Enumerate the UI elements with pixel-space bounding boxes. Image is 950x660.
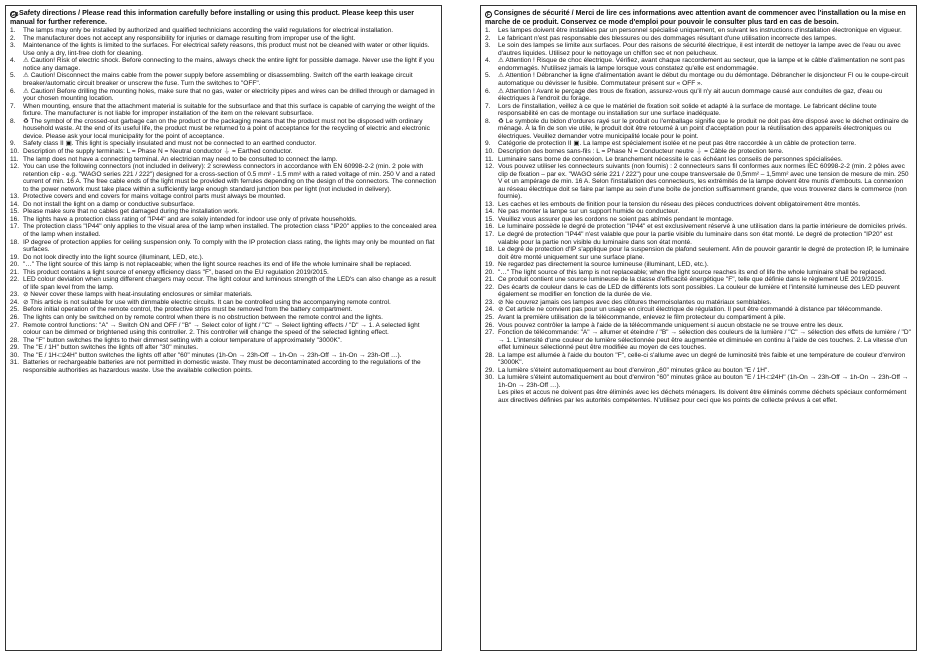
item-text: When mounting, ensure that the attachment material is suitable for the subsurface and that this surface is capable of carrying the weight of the fixture. The manufacturer is not liable for improper installation of the item on the relevant subsurface. [23, 102, 435, 118]
list-item [10, 254, 437, 262]
item-number: 11. [485, 155, 494, 163]
list-item [485, 314, 912, 322]
list-item [485, 148, 912, 156]
list-item [10, 314, 437, 322]
list-item [10, 140, 437, 148]
item-number: 24. [485, 306, 495, 314]
list-item [485, 284, 912, 299]
item-text: ⚠ Caution! Before drilling the mounting holes, make sure that no gas, water or electricity pipes and wires can be drilled through or damaged in your chosen mounting location. [23, 87, 435, 103]
item-text: La lumière s'éteint automatiquement au bout d'environ „60" minutes grâce au bouton "E / 1H". [498, 366, 770, 374]
list-item [485, 103, 912, 118]
list-item [485, 246, 912, 261]
item-text: ⚠ Attention ! Risque de choc électrique. Vérifiez, avant chaque raccordement au secteur, que la lampe et le câble d'alimentation ne sont pas endommagés. N'utilisez jamais la lampe lorsque vous constatez qu'elle est endommagée. [498, 57, 905, 72]
item-text: Remote control functions: "A" → Switch ON and OFF / "B" → Select color of light / "C" → Select lighting effects / "D" → 1. A selected light colour can be dimmed or brightened using this controller. 2. This controller will change the speed of the selected lighting effect. [23, 321, 420, 337]
item-number: 30. [10, 351, 20, 359]
item-text: Vous pouvez utiliser les connecteurs suivants (non fournis) : 2 connecteurs sans fil conformes aux normes IEC 60998-2-2 (min. 2 pôles avec clip de fixation – par ex. "WAGO série 221 / 222") pour une coupe transversale de 0,5mm² – 1,5mm² avec une tension de mesure de min. 250 V et un ampérage de min. 16 A. Selon l'installation des connecteurs, les extrémités de la lampe doivent être munis d'embouts. La connexion au réseau électrique doit se faire par lampe au sein d'une boîte de jonction suffisamment grande, que vous trouverez dans le commerce (non fournie). [498, 163, 909, 201]
item-number: 19. [485, 261, 495, 269]
list-item [10, 359, 437, 374]
list-item [10, 163, 437, 193]
item-text: The "E / 1H-□24H" button switches the lights off after "60" minutes (1h-On → 23h-Off → 1h-On → 23h-Off → 1h-On → 23h-Off …). [23, 351, 402, 359]
item-text: This product contains a light source of energy efficiency class "F", based on the EU regulation 2019/2015. [23, 268, 329, 276]
item-text: Batteries or rechargeable batteries are not permitted in domestic waste. They must be decontaminated according to the regulations of the responsible authorities as hazardous waste. Use the available collection points. [23, 359, 421, 374]
item-text: ⊘ Never cover these lamps with heat-insulating enclosures or similar materials. [23, 291, 253, 299]
item-text: Luminaire sans borne de connexion. Le branchement nécessite le cas échéant les conseils de personnes spécialisées. [498, 155, 843, 163]
item-text: The lights can only be switched on by remote control when there is no obstruction between the remote control and the lights. [23, 313, 383, 321]
f-language-badge: F [486, 12, 491, 18]
item-text: Ce produit contient une source lumineuse de la classe d'efficacité énergétique "F", telle que définie dans le règlement UE 2019/2015. [498, 276, 884, 284]
item-text: The "E / 1H" button switches the lights off after "30" minutes. [23, 344, 199, 352]
item-text: Des écarts de couleur dans le cas de LED de différents lots sont possibles. La couleur de lumière et l'intensité lumineuse des LED peuvent également se modifier en fonction de la durée de vie. [498, 283, 900, 299]
item-text: Please make sure that no cables get damaged during the installation work. [23, 208, 240, 216]
item-number: 6. [485, 87, 491, 95]
item-number: 21. [485, 276, 495, 284]
item-number: 3. [10, 42, 16, 50]
item-number: 14. [485, 208, 495, 216]
french-safety-column [480, 5, 917, 651]
item-text: "…" The light source of this lamp is not replaceable; when the light source reaches its end of life the whole luminaire shall be replaced. [23, 261, 412, 269]
list-item [485, 223, 912, 231]
list-item [10, 27, 437, 35]
item-number: 16. [10, 215, 20, 223]
list-item [10, 208, 437, 216]
item-text: Lors de l'installation, veillez à ce que le matériel de fixation soit solide et adapté à la surface de montage. Le fabricant décline toute responsabilité en cas de montage ou installation sur une surface inadéquate. [498, 102, 877, 118]
item-text: You can use the following connectors (not included in delivery): 2 screwless connectors in accordance with EN 60998-2-2 (min. 2 pole with retention clip - e.g. "WAGO series 221 / 222") designed for a cross-section of 0.5 mm² - 1.5 mm² with a rated voltage of min. 250 V and a rated current of min. 16 A. The free cable ends of the light must be provided with ferrules depending on the design of the connectors. The connection to the power network must take place within a sufficiently large enough standard junction box per light (not included in delivery). [23, 163, 437, 193]
list-item [10, 299, 437, 307]
list-item [10, 57, 437, 72]
list-item [485, 27, 912, 35]
list-item [485, 269, 912, 277]
list-item [485, 276, 912, 284]
list-item [485, 57, 912, 72]
item-text: ⊘ Cet article ne convient pas pour un usage en circuit électrique de régulation. Il peut être commandé à distance par télécommande. [498, 306, 883, 314]
item-number: 27. [485, 329, 495, 337]
item-text: The lights have a protection class rating of "IP44" and are solely intended for indoor use only of private households. [23, 215, 357, 223]
item-text: Ne regardez pas directement la source lumineuse (illuminant, LED, etc.). [498, 261, 709, 269]
list-item [10, 322, 437, 337]
item-text: Fonction de télécommande: "A" → allumer et éteindre / "B" → sélection des couleurs de la lumière / "C" → sélection des effets de lumière / "D" → 1. L'intensité d'une couleur de lumière sélectionnée peut être augmentée et diminuée en continu à l'aide de ces touches. 2. La vitesse d'un effet lumineux sélectionné peut être modifiée au moyen de ces touches. [498, 329, 911, 352]
french-heading-text: Consignes de sécurité / Merci de lire ces informations avec attention avant de commencer avec l'installation ou la mise en marche de ce produit. Conservez ce mode d'emploi pour pouvoir le consulter plus tard en cas de besoin. [485, 9, 906, 26]
item-number: 4. [485, 57, 491, 65]
item-text: Les piles et accus ne doivent pas être éliminés avec les déchets ménagers. Ils doivent être éliminés comme déchets spéciaux conformément aux directives définies par les autorités compétentes. N'utilisez pour ceci que les points de collecte prévus à cet effet. [498, 389, 907, 404]
item-number: 25. [485, 313, 495, 321]
item-number: 6. [10, 87, 16, 95]
item-number: 1. [10, 27, 16, 35]
item-number: 3. [485, 42, 491, 50]
item-number: 26. [10, 313, 20, 321]
list-item [485, 352, 912, 367]
item-number: 29. [485, 366, 495, 374]
item-number: 8. [485, 117, 491, 125]
english-instruction-list [10, 27, 437, 374]
list-item [10, 216, 437, 224]
item-text: ⚠ Caution! Risk of electric shock. Before connecting to the mains, always check the entire light for possible damage. Never use the light if you notice any damage. [23, 57, 435, 72]
item-text: Le degré de protection "IP44" n'est valable que pour la partie visible du luminaire dans son état monté. Le degré de protection "IP20" est valable pour la partie non visible du luminaire dans son état monté. [498, 230, 893, 246]
list-item [10, 201, 437, 209]
item-text: Protective covers and end covers for mains voltage control parts must always be mounted. [23, 193, 286, 201]
item-number: 31. [10, 359, 20, 367]
item-number: 9. [10, 140, 16, 148]
list-item [10, 42, 437, 57]
item-number: 7. [10, 102, 16, 110]
english-heading-text: Safety directions / Please read this information carefully before installing or using this product. Please keep this user manual for further reference. [10, 9, 414, 26]
item-text: La lumière s'éteint automatiquement au bout d'environ "60" minutes grâce au bouton "E / 1H-□24H" (1h-On → 23h-Off → 1h-On → 23h-Off → 1h-On → 23h-Off …). [498, 374, 909, 389]
item-text: Le degré de protection d'IP s'applique pour la suspension de plafond seulement. Afin de pouvoir garantir le degré de protection IP, le luminaire doit être monté uniquement sur une surface plane. [498, 246, 909, 261]
item-text: The manufacturer does not accept any responsibility for injuries or damage resulting from improper use of the light. [23, 34, 356, 42]
list-item [485, 231, 912, 246]
item-number: 19. [10, 253, 20, 261]
list-item [10, 223, 437, 238]
item-number: 11. [10, 155, 19, 163]
item-number: 28. [10, 336, 20, 344]
item-number: 24. [10, 298, 20, 306]
item-text: Catégorie de protection II ▣. La lampe est spécialement isolée et ne peut pas être raccordée à un câble de protection terre. [498, 140, 857, 148]
item-number: 27. [10, 321, 20, 329]
item-number: 22. [485, 283, 495, 291]
list-item [485, 306, 912, 314]
french-heading [485, 9, 912, 26]
item-text: Maintenance of the lights is limited to the surfaces. For electrical safety reasons, this product must not be cleaned with water or other liquids. Use only a dry, lint-free cloth for cleaning. [23, 42, 430, 57]
item-text: Le fabricant n'est pas responsable des blessures ou des dommages résultant d'une utilisation incorrecte des lampes. [498, 34, 837, 42]
item-number: 14. [10, 200, 20, 208]
item-text: The protection class "IP44" only applies to the visual area of the lamp when installed. The protection class "IP20" applies to the concealed area of the lamp when installed. [23, 223, 437, 238]
item-text: ⚠ Caution! Disconnect the mains cable from the power supply before assembling or disassembling. Switch off the earth leakage circuit breaker/automatic circuit breaker or unscrew the fuse. Turn the switches to "OFF". [23, 72, 413, 88]
item-text: Le soin des lampes se limite aux surfaces. Pour des raisons de sécurité électrique, il est interdit de nettoyer la lampe avec de l'eau ou avec d'autres liquides. Utilisez pour le nettoyage un chiffon sec et non pelucheux. [498, 42, 901, 57]
item-number: 2. [485, 34, 491, 42]
gb-language-badge: GB [11, 12, 19, 18]
item-number: 12. [485, 163, 495, 171]
item-number: 17. [10, 223, 20, 231]
list-item [10, 306, 437, 314]
item-text: The "F" button switches the lights to their dimmest setting with a colour temperature of approximately "3000K". [23, 336, 342, 344]
list-item [10, 239, 437, 254]
item-number: 2. [10, 34, 16, 42]
item-number: 25. [10, 306, 20, 314]
item-text: La lampe est allumée à l'aide du bouton "F", celle-ci s'allume avec un degré de luminosité très faible et une température de couleur d'environ "3000K". [498, 351, 906, 367]
item-number: 16. [485, 223, 495, 231]
item-text: Safety class II ▣. This light is specially insulated and must not be connected to an earthed conductor. [23, 140, 317, 148]
list-item [10, 352, 437, 360]
list-item [485, 163, 912, 201]
item-text: LED colour deviation when using different chargers may occur. The light colour and luminous strength of the LED's can also change as a result of life span level from the lamp. [23, 276, 436, 291]
item-text: Les caches et les embouts de finition pour la tension du réseau des pièces conductrices doivent obligatoirement être montés. [498, 200, 861, 208]
item-text: Vous pouvez contrôler la lampe à l'aide de la télécommande uniquement si aucun obstacle ne se trouve entre les deux. [498, 321, 844, 329]
item-number: 8. [10, 117, 16, 125]
item-text: ⊘ This article is not suitable for use with dimmable electric circuits. It can be controlled using the accompanying remote control. [23, 298, 391, 306]
list-item [10, 337, 437, 345]
list-item [485, 35, 912, 43]
item-number: 12. [10, 163, 20, 171]
item-number: 22. [10, 276, 20, 284]
list-item [485, 201, 912, 209]
item-number: 20. [485, 268, 495, 276]
item-text: Les lampes doivent être installées par un personnel spécialisé uniquement, en suivant les instructions d'installation électronique en vigueur. [498, 27, 902, 35]
item-text: Do not look directly into the light source (illuminant, LED, etc.). [23, 253, 204, 261]
item-text: Le luminaire possède le degré de protection "IP44" et est exclusivement réservé à une utilisation dans la partie intérieure de domiciles privés. [498, 223, 907, 231]
english-heading [10, 9, 437, 26]
list-item [485, 261, 912, 269]
item-text: Ne pas monter la lampe sur un support humide ou conducteur. [498, 208, 680, 216]
list-item [485, 88, 912, 103]
list-item [10, 156, 437, 164]
item-number: 18. [10, 238, 20, 246]
list-item [485, 118, 912, 141]
item-number: 10. [485, 147, 495, 155]
list-item [485, 299, 912, 307]
item-number: 21. [10, 268, 20, 276]
item-text: Do not install the light on a damp or conductive subsurface. [23, 200, 195, 208]
list-item [10, 103, 437, 118]
item-number: 17. [485, 230, 495, 238]
list-item [10, 261, 437, 269]
item-number: 23. [485, 298, 495, 306]
list-item [485, 140, 912, 148]
item-number: 1. [485, 27, 491, 35]
item-text: ♻ Le symbole du bidon d'ordures rayé sur le produit ou l'emballage signifie que le produit ne doit pas être disposé avec le déchet ordinaire de ménage. À la fin de son vie utile, le produit doit être retourné à un point d'acceptation pour la réutilisation des appareils électroniques ou électriques. Veuillez demander votre municipalité locale pour le point. [498, 117, 909, 140]
list-item [10, 269, 437, 277]
list-item [485, 329, 912, 352]
item-number: 15. [10, 208, 20, 216]
list-item [485, 156, 912, 164]
item-number: 20. [10, 261, 20, 269]
item-number: 18. [485, 246, 495, 254]
item-text: Description des bornes sans-fils : L = Phase N = Conducteur neutre ⏚ = Câble de protection terre. [498, 147, 784, 155]
list-item [485, 374, 912, 389]
item-number: 9. [485, 140, 491, 148]
list-item [10, 88, 437, 103]
list-item [485, 72, 912, 87]
list-item [485, 367, 912, 375]
list-item [10, 276, 437, 291]
list-item [10, 148, 437, 156]
list-item [10, 291, 437, 299]
item-number: 26. [485, 321, 495, 329]
french-instruction-list [485, 27, 912, 404]
list-item [10, 72, 437, 87]
item-number: 30. [485, 374, 495, 382]
list-item [485, 389, 912, 404]
item-text: The lamp does not have a connecting terminal. An electrician may need to be consulted to connect the lamp. [23, 155, 338, 163]
item-text: Description of the supply terminals: L = Phase N = Neutral conductor ⏚ = Earthed conductor. [23, 147, 293, 155]
list-item [10, 118, 437, 141]
item-number: 29. [10, 344, 20, 352]
item-text: Veuillez vous assurer que les cordons ne soient pas abîmés pendant le montage. [498, 215, 734, 223]
english-safety-column [5, 5, 442, 651]
item-text: Avant la première utilisation de la télécommande, enlevez le film protecteur du compartiment à pile. [498, 313, 786, 321]
item-text: ⚠ Attention ! Avant le perçage des trous de fixation, assurez-vous qu'il n'y ait aucun dommage causé aux conduites de gaz, d'eau ou électriques à l'endroit du forage. [498, 87, 883, 103]
item-text: ⊘ Ne couvrez jamais ces lampes avec des clôtures thermoisolantes ou matériaux semblables. [498, 298, 772, 306]
list-item [485, 208, 912, 216]
item-number: 5. [485, 72, 491, 80]
item-text: ♻ The symbol of the crossed-out garbage can on the product or the packaging means that the product must not be disposed with ordinary household waste. At the end of its useful life, the product must be returned to a point of acceptance for the recycling of electric and electronic device. Please ask your local municipality for the point of acceptance. [23, 117, 430, 140]
list-item [485, 322, 912, 330]
item-number: 13. [10, 193, 20, 201]
item-number: 13. [485, 200, 495, 208]
list-item [10, 193, 437, 201]
item-text: Before initial operation of the remote control, the protective strips must be removed from the battery compartment. [23, 306, 353, 314]
list-item [10, 344, 437, 352]
item-text: ⚠ Attention ! Débrancher la ligne d'alimentation avant le début du montage ou du démontage. Débrancher le disjoncteur FI ou le coupe-circuit automatique ou dévisser le fusible. Commutateur présent sur « OFF ». [498, 72, 909, 88]
list-item [485, 216, 912, 224]
item-number: 4. [10, 57, 16, 65]
item-text: The lamps may only be installed by authorized and qualified technicians according the valid regulations for electrical installation. [23, 27, 394, 35]
list-item [10, 35, 437, 43]
item-number: 23. [10, 291, 20, 299]
item-number: 5. [10, 72, 16, 80]
list-item [485, 42, 912, 57]
item-text: IP degree of protection applies for ceiling suspension only. To comply with the IP protection class rating, the lights may only be mounted on flat surfaces. [23, 238, 435, 254]
item-number: 15. [485, 215, 495, 223]
item-number: 7. [485, 102, 491, 110]
item-number: 28. [485, 351, 495, 359]
item-number: 10. [10, 147, 20, 155]
item-text: "…" The light source of this lamp is not replaceable; when the light source reaches its end of life the whole luminaire shall be replaced. [498, 268, 887, 276]
